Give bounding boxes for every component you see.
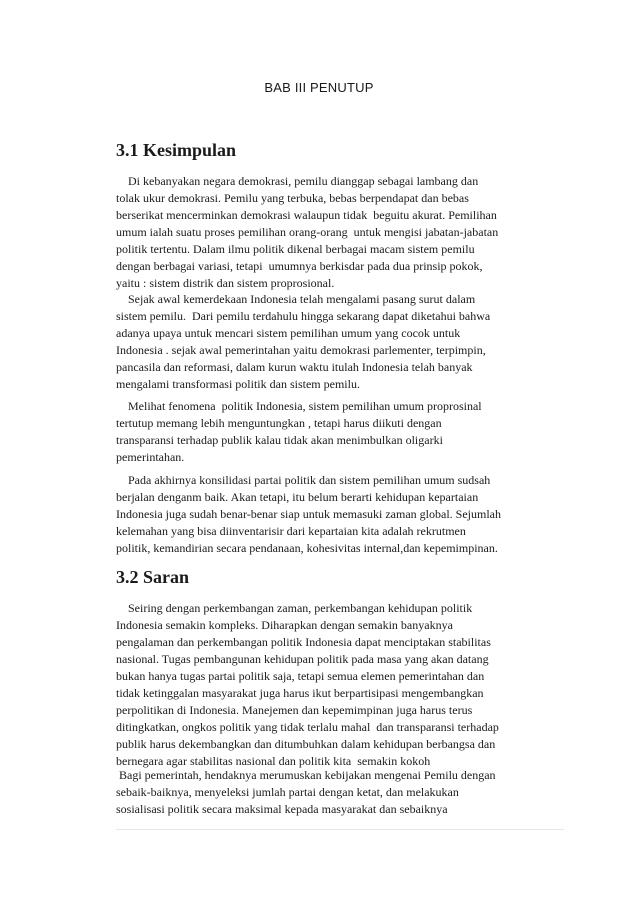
paragraph [116,173,564,292]
section-heading-saran: 3.2 Saran [116,567,190,587]
paragraph-line: tidak ketinggalan masyarakat juga harus ikut berpartisipasi mengembangkan [116,686,484,700]
paragraph-line: pemerintahan. [116,450,185,464]
paragraph-line: pancasila dan reformasi, dalam kurun waktu itulah Indonesia telah banyak [116,360,473,374]
paragraph-line: transparansi terhadap publik kalau tidak akan menimbulkan oligarki [116,433,443,447]
paragraph-line: tolak ukur demokrasi. Pemilu yang terbuka, bebas berpendapat dan bebas [116,191,469,205]
paragraph [116,398,564,466]
paragraph [116,767,564,818]
paragraph-line: Pada akhirnya konsilidasi partai politik dan sistem pemilihan umum sudsah [116,473,491,487]
paragraph-line: dengan berbagai variasi, tetapi umumnya berkisdar pada dua prinsip pokok, [116,259,483,273]
paragraph-line: Seiring dengan perkembangan zaman, perkembangan kehidupan politik [116,601,473,615]
paragraph-line: Indonesia semakin kompleks. Diharapkan dengan semakin banyaknya [116,618,453,632]
paragraph-line: Di kebanyakan negara demokrasi, pemilu dianggap sebagai lambang dan [116,174,479,188]
paragraph-line: berserikat mencerminkan demokrasi walaupun tidak beguitu akurat. Pemilihan [116,208,497,222]
paragraph-line: pengalaman dan perkembangan politik Indonesia dapat menciptakan stabilitas [116,635,491,649]
paragraph-line: politik, kemandirian secara pendanaan, kohesivitas internal,dan kepemimpinan. [116,541,498,555]
paragraph-line: berjalan denganm baik. Akan tetapi, itu belum berarti kehidupan kepartaian [116,490,479,504]
paragraph-line: kelemahan yang bisa diinventarisir dari kepartaian kita adalah rekrutmen [116,524,466,538]
paragraph-line: mengalami transformasi politik dan sistem pemilu. [116,377,360,391]
paragraph-line: sebaik-baiknya, menyeleksi jumlah partai dengan ketat, dan melakukan [116,785,459,799]
paragraph-line: Sejak awal kemerdekaan Indonesia telah mengalami pasang surut dalam [116,292,476,306]
paragraph-line: Melihat fenomena politik Indonesia, sistem pemilihan umum proprosinal [116,399,482,413]
paragraph-line: politik tertentu. Dalam ilmu politik dikenal berbagai macam sistem pemilu [116,242,475,256]
paragraph-line: perpolitikan di Indonesia. Manejemen dan kepemimpinan juga harus terus [116,703,473,717]
paragraph-line: yaitu : sistem distrik dan sistem proprosional. [116,276,335,290]
paragraph [116,600,564,770]
paragraph-line: bernegara agar stabilitas nasional dan politik kita semakin kokoh [116,754,431,768]
paragraph-line: sosialisasi politik secara maksimal kepada masyarakat dan sebaiknya [116,802,448,816]
paragraph [116,472,564,557]
footer-divider [116,829,564,830]
paragraph-line: Bagi pemerintah, hendaknya merumuskan kebijakan mengenai Pemilu dengan [116,768,496,782]
section-heading-kesimpulan: 3.1 Kesimpulan [116,140,237,160]
paragraph-line: Indonesia juga sudah benar-benar siap untuk memasuki zaman global. Sejumlah [116,507,501,521]
paragraph-line: sistem pemilu. Dari pemilu terdahulu hingga sekarang dapat diketahui bahwa [116,309,491,323]
paragraph [116,291,564,393]
paragraph-line: Indonesia . sejak awal pemerintahan yaitu demokrasi parlementer, terpimpin, [116,343,486,357]
paragraph-line: nasional. Tugas pembangunan kehidupan politik pada masa yang akan datang [116,652,489,666]
chapter-title: BAB III PENUTUP [264,80,374,95]
paragraph-line: ditingkatkan, ongkos politik yang tidak terlalu mahal dan transparansi terhadap [116,720,499,734]
paragraph-line: tertutup memang lebih menguntungkan , tetapi harus diikuti dengan [116,416,442,430]
paragraph-line: bukan hanya tugas partai politik saja, tetapi semua elemen pemerintahan dan [116,669,485,683]
paragraph-line: adanya upaya untuk mencari sistem pemilihan umum yang cocok untuk [116,326,461,340]
paragraph-line: publik harus dekembangkan dan ditumbuhkan dalam kehidupan berbangsa dan [116,737,496,751]
paragraph-line: umum ialah suatu proses pemilihan orang-orang untuk mengisi jabatan-jabatan [116,225,499,239]
